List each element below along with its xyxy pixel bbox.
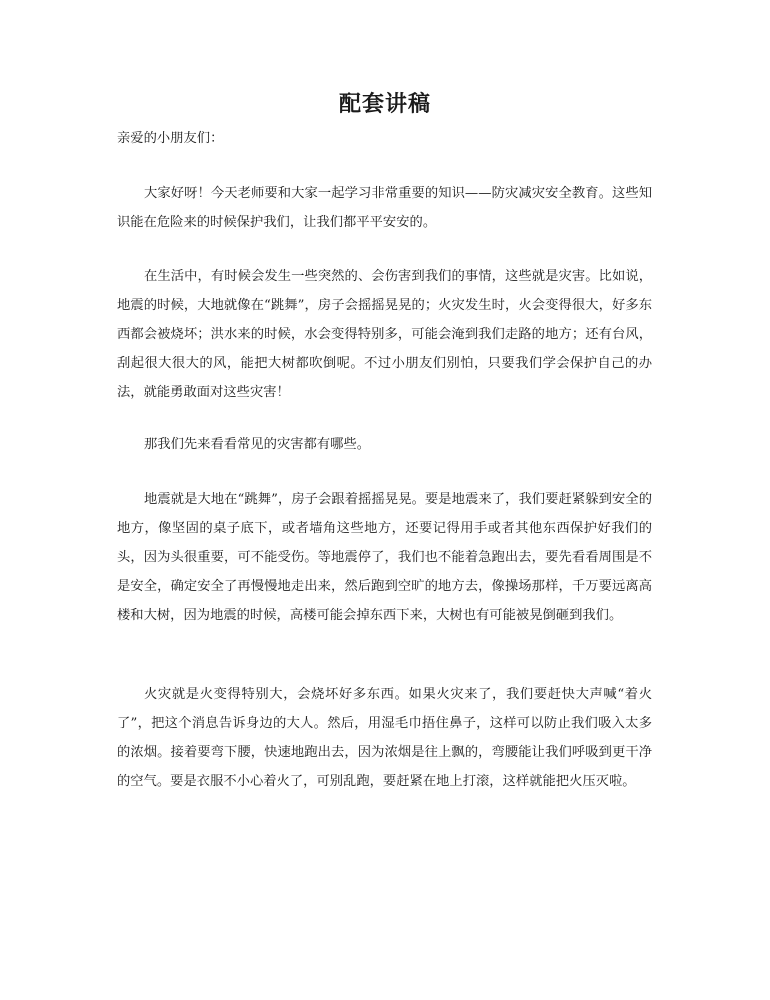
paragraph-what-are-disasters: 在生活中，有时候会发生一些突然的、会伤害到我们的事情，这些就是灾害。比如说，地震的时候，大地就像在“跳舞”，房子会摇摇晃晃的；火灾发生时，火会变得很大，好多东西都会被烧坏；洪水来的时候，水会变得特别多，可能会淹到我们走路的地方；还有台风，刮起很大很大的风，能把大树都吹倒呢。不过小朋友们别怕，只要我们学会保护自己的办法，就能勇敢面对这些灾害！ bbox=[117, 269, 652, 400]
greeting-text: 亲爱的小朋友们： bbox=[117, 131, 224, 146]
paragraph-common-disasters: 那我们先来看看常见的灾害都有哪些。 bbox=[144, 437, 371, 452]
page-title: 配套讲稿 bbox=[338, 91, 431, 117]
paragraph-fire: 火灾就是火变得特别大，会烧坏好多东西。如果火灾来了，我们要赶快大声喊“着火了”，把这个消息告诉身边的大人。然后，用湿毛巾捂住鼻子，这样可以防止我们吸入太多的浓烟。接着要弯下腰，快速地跑出去，因为浓烟是往上飘的，弯腰能让我们呼吸到更干净的空气。要是衣服不小心着火了，可别乱跑，要赶紧在地上打滚，这样就能把火压灭啦。 bbox=[117, 687, 652, 789]
paragraph-earthquake: 地震就是大地在“跳舞”，房子会跟着摇摇晃晃。要是地震来了，我们要赶紧躲到安全的地方，像坚固的桌子底下，或者墙角这些地方，还要记得用手或者其他东西保护好我们的头，因为头很重要，可不能受伤。等地震停了，我们也不能着急跑出去，要先看看周围是不是安全，确定安全了再慢慢地走出来，然后跑到空旷的地方去，像操场那样，千万要远离高楼和大树，因为地震的时候，高楼可能会掉东西下来，大树也有可能被晃倒砸到我们。 bbox=[117, 492, 652, 623]
paragraph-introduction: 大家好呀！今天老师要和大家一起学习非常重要的知识——防灾减灾安全教育。这些知识能在危险来的时候保护我们，让我们都平平安安的。 bbox=[117, 186, 652, 230]
